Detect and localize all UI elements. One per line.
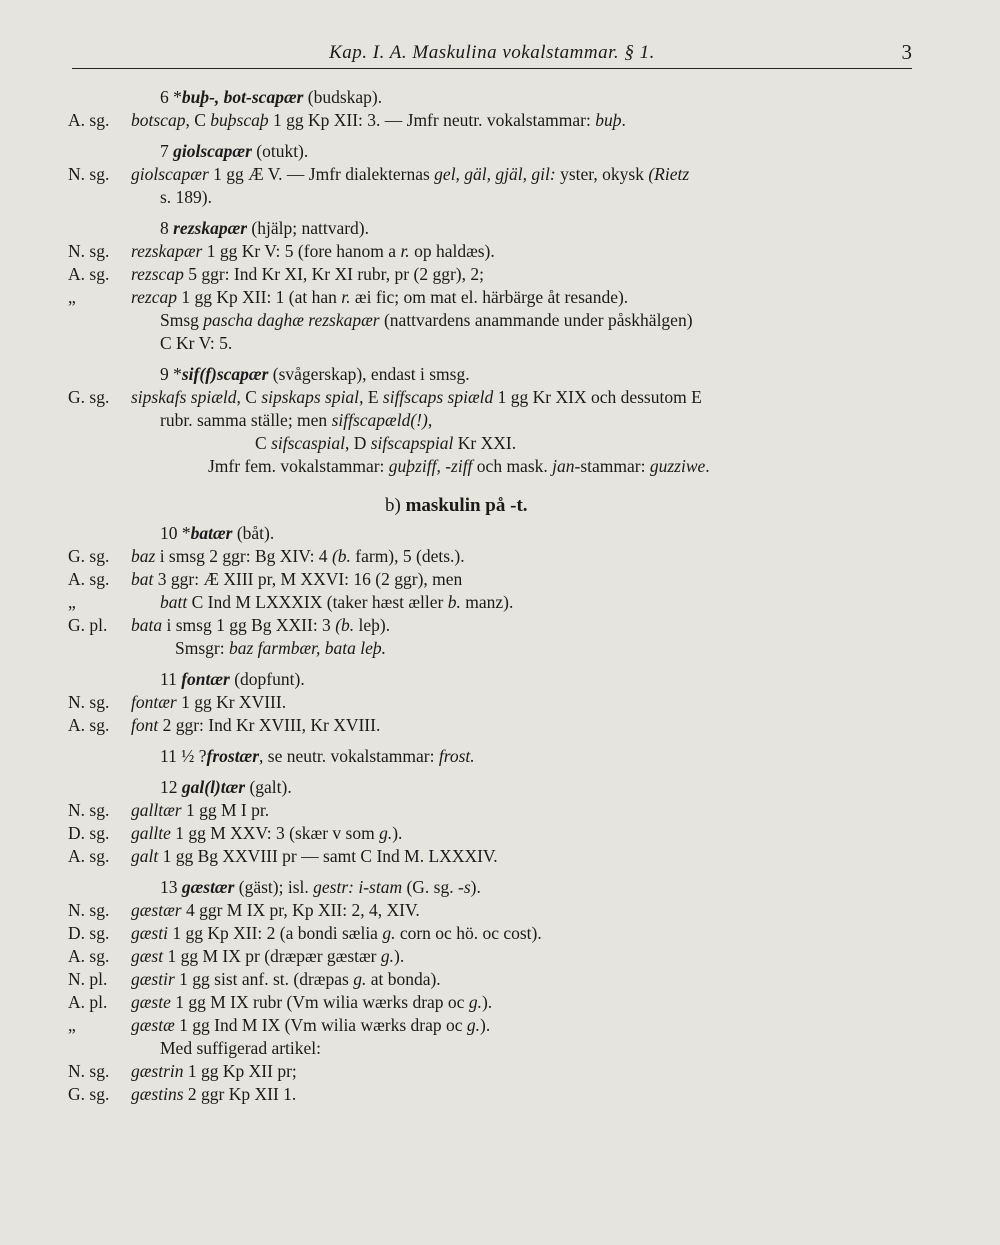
text-line xyxy=(0,922,1000,945)
line-text: giolscapær 1 gg Æ V. — Jmfr dialekternas gel, gäl, gjäl, gil: yster, okysk (Rietz xyxy=(131,164,690,184)
line-text: rezskapær 1 gg Kr V: 5 (fore hanom a r. op haldæs). xyxy=(131,241,495,261)
text-line xyxy=(0,822,1000,845)
line-text: Smsg pascha daghæ rezskapær (nattvardens anammande under påskhälgen) xyxy=(160,310,693,330)
text-line xyxy=(0,286,1000,309)
case-label: A. pl. xyxy=(68,992,108,1012)
text-line xyxy=(0,591,1000,614)
text-line xyxy=(0,568,1000,591)
line-text: bata i smsg 1 gg Bg XXII: 3 (b. leþ). xyxy=(131,615,391,635)
case-label: A. sg. xyxy=(68,946,110,966)
text-line xyxy=(0,991,1000,1014)
text-line xyxy=(0,637,1000,660)
line-text: gæstæ 1 gg Ind M IX (Vm wilia wærks drap oc g.). xyxy=(131,1015,491,1035)
text-line xyxy=(0,186,1000,209)
line-text: Jmfr fem. vokalstammar: guþziff, -ziff och mask. jan-stammar: guzziwe. xyxy=(208,456,710,476)
text-line xyxy=(0,668,1000,691)
text-line xyxy=(0,1060,1000,1083)
line-text: gæstins 2 ggr Kp XII 1. xyxy=(131,1084,297,1104)
line-text: gæste 1 gg M IX rubr (Vm wilia wærks drap oc g.). xyxy=(131,992,493,1012)
text-line xyxy=(0,845,1000,868)
case-label: A. sg. xyxy=(68,569,110,589)
line-text: C Kr V: 5. xyxy=(160,333,233,353)
line-text: Smsgr: baz farmbær, bata leþ. xyxy=(175,638,387,658)
text-line xyxy=(0,386,1000,409)
line-text: rubr. samma ställe; men siffscapæld(!), xyxy=(160,410,433,430)
line-text: 13 gæstær (gäst); isl. gestr: i-stam (G. sg. -s). xyxy=(160,877,481,897)
line-text: baz i smsg 2 ggr: Bg XIV: 4 (b. farm), 5 (dets.). xyxy=(131,546,465,566)
text-line xyxy=(0,86,1000,109)
line-text: font 2 ggr: Ind Kr XVIII, Kr XVIII. xyxy=(131,715,381,735)
line-text: 7 giolscapær (otukt). xyxy=(160,141,309,161)
line-text: 6 *buþ-, bot-scapær (budskap). xyxy=(160,87,383,107)
line-text: 12 gal(l)tær (galt). xyxy=(160,777,292,797)
case-label: D. sg. xyxy=(68,923,110,943)
case-label: D. sg. xyxy=(68,823,110,843)
running-head-title: Kap. I. A. Maskulina vokalstammar. § 1. xyxy=(329,42,655,63)
text-line xyxy=(0,263,1000,286)
line-text: botscap, C buþscaþ 1 gg Kp XII: 3. — Jmfr neutr. vokalstammar: buþ. xyxy=(131,110,626,130)
text-line xyxy=(0,1037,1000,1060)
line-text: galt 1 gg Bg XXVIII pr — samt C Ind M. LXXXIV. xyxy=(131,846,498,866)
text-line xyxy=(0,492,1000,520)
case-label: N. sg. xyxy=(68,1061,110,1081)
case-label: A. sg. xyxy=(68,110,110,130)
line-text: bat 3 ggr: Æ XIII pr, M XXVI: 16 (2 ggr), men xyxy=(131,569,463,589)
line-text: batt C Ind M LXXXIX (taker hæst æller b. manz). xyxy=(160,592,514,612)
text-line xyxy=(0,799,1000,822)
case-label: A. sg. xyxy=(68,264,110,284)
line-text: gæstir 1 gg sist anf. st. (dræpas g. at bonda). xyxy=(131,969,441,989)
case-label: N. sg. xyxy=(68,900,110,920)
text-line xyxy=(0,455,1000,478)
line-text: 8 rezskapær (hjälp; nattvard). xyxy=(160,218,370,238)
line-text: galltær 1 gg M I pr. xyxy=(131,800,270,820)
text-line xyxy=(0,968,1000,991)
line-text: rezscap 5 ggr: Ind Kr XI, Kr XI rubr, pr (2 ggr), 2; xyxy=(131,264,484,284)
text-line xyxy=(0,332,1000,355)
line-text: gæstær 4 ggr M IX pr, Kp XII: 2, 4, XIV. xyxy=(131,900,420,920)
line-text: rezcap 1 gg Kp XII: 1 (at han r. æi fic; om mat el. härbärge åt resande). xyxy=(131,287,629,307)
text-line xyxy=(0,776,1000,799)
case-label: N. sg. xyxy=(68,241,110,261)
text-line xyxy=(0,309,1000,332)
line-text: fontær 1 gg Kr XVIII. xyxy=(131,692,287,712)
page-number: 3 xyxy=(901,40,912,64)
line-text: 9 *sif(f)scapær (svågerskap), endast i smsg. xyxy=(160,364,470,384)
case-label: G. pl. xyxy=(68,615,108,635)
case-label: „ xyxy=(68,287,76,307)
case-label: G. sg. xyxy=(68,387,110,407)
text-line xyxy=(0,614,1000,637)
case-label: N. pl. xyxy=(68,969,108,989)
case-label: N. sg. xyxy=(68,692,110,712)
case-label: G. sg. xyxy=(68,1084,110,1104)
text-line xyxy=(0,899,1000,922)
case-label: N. sg. xyxy=(68,800,110,820)
line-text: Med suffigerad artikel: xyxy=(160,1038,322,1058)
text-line xyxy=(0,240,1000,263)
line-text: 10 *batær (båt). xyxy=(160,523,275,543)
text-line xyxy=(0,691,1000,714)
line-text: gæsti 1 gg Kp XII: 2 (a bondi sælia g. corn oc hö. oc cost). xyxy=(131,923,542,943)
case-label: „ xyxy=(68,592,76,612)
text-line xyxy=(0,1014,1000,1037)
running-head xyxy=(72,38,912,69)
text-line xyxy=(0,163,1000,186)
text-line xyxy=(0,1083,1000,1106)
text-line xyxy=(0,409,1000,432)
case-label: N. sg. xyxy=(68,164,110,184)
line-text: b) maskulin på -t. xyxy=(385,495,528,516)
line-text: 11 fontær (dopfunt). xyxy=(160,669,305,689)
text-line xyxy=(0,217,1000,240)
text-line xyxy=(0,945,1000,968)
text-line xyxy=(0,109,1000,132)
case-label: „ xyxy=(68,1015,76,1035)
line-text: gallte 1 gg M XXV: 3 (skær v som g.). xyxy=(131,823,403,843)
text-line xyxy=(0,545,1000,568)
text-line xyxy=(0,363,1000,386)
line-text: 11 ½ ?frostær, se neutr. vokalstammar: frost. xyxy=(160,746,475,766)
document-body xyxy=(0,78,1000,1106)
text-line xyxy=(0,140,1000,163)
case-label: A. sg. xyxy=(68,715,110,735)
text-line xyxy=(0,745,1000,768)
line-text: C sifscaspial, D sifscapspial Kr XXI. xyxy=(255,433,517,453)
line-text: gæst 1 gg M IX pr (dræpær gæstær g.). xyxy=(131,946,405,966)
case-label: G. sg. xyxy=(68,546,110,566)
text-line xyxy=(0,432,1000,455)
text-line xyxy=(0,522,1000,545)
line-text: s. 189). xyxy=(160,187,213,207)
text-line xyxy=(0,714,1000,737)
line-text: gæstrin 1 gg Kp XII pr; xyxy=(131,1061,297,1081)
line-text: sipskafs spiæld, C sipskaps spial, E siffscaps spiæld 1 gg Kr XIX och dessutom E xyxy=(131,387,702,407)
text-line xyxy=(0,876,1000,899)
case-label: A. sg. xyxy=(68,846,110,866)
